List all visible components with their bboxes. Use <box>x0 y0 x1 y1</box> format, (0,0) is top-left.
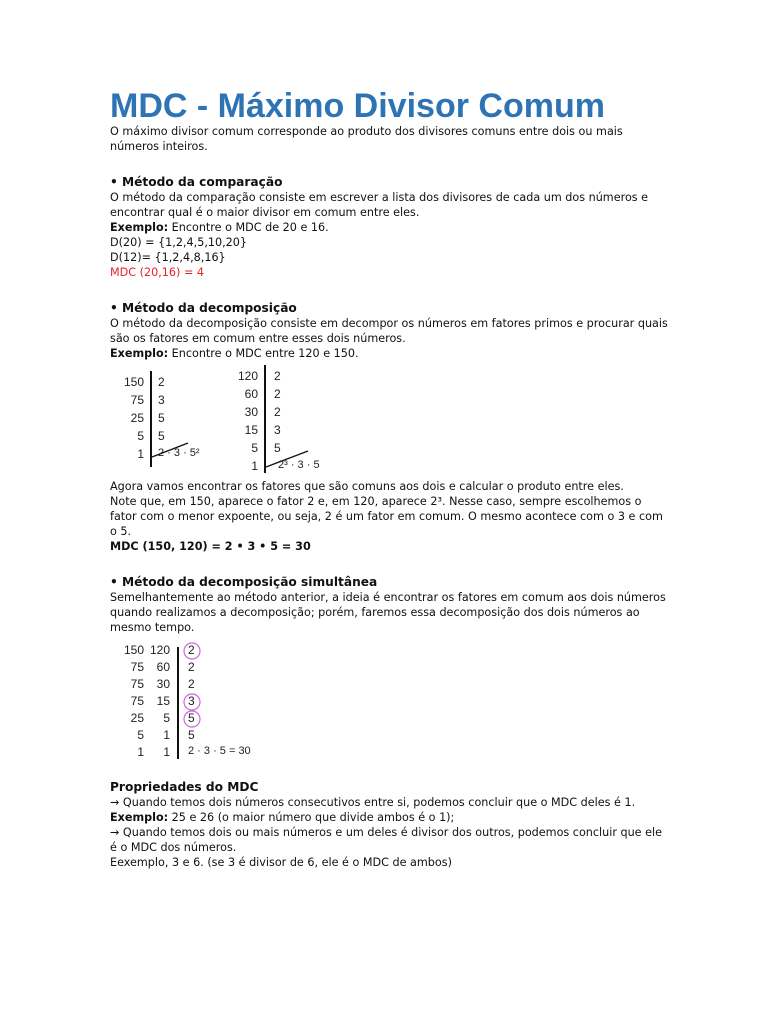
factor: 3 <box>188 694 195 708</box>
comparacao-result: MDC (20,16) = 4 <box>110 266 204 279</box>
col1-number: 75 <box>130 694 144 708</box>
factor: 2 <box>188 677 195 691</box>
t1-factor: 3 <box>158 393 165 407</box>
t2-number: 60 <box>244 387 258 401</box>
col1-number: 150 <box>123 643 144 657</box>
t2-number: 30 <box>244 405 258 419</box>
product: 2 · 3 · 5 = 30 <box>188 745 251 757</box>
example-label: Exemplo: <box>110 347 169 360</box>
t1-number: 5 <box>137 429 144 443</box>
prop-line-2: → Quando temos dois ou mais números e um deles é divisor dos outros, podemos concluir que ele é o MDC dos números. <box>110 826 662 854</box>
factorization-figure <box>110 361 670 479</box>
divisors-12: D(12)= {1,2,4,8,16} <box>110 251 226 264</box>
document-page <box>110 88 670 870</box>
divisors-20: D(20) = {1,2,4,5,10,20} <box>110 236 248 249</box>
simultaneous-factorization-figure <box>110 641 670 765</box>
col1-number: 75 <box>130 677 144 691</box>
intro-post: entre dois ou mais números inteiros. <box>110 125 623 153</box>
heading-propriedades: Propriedades do MDC <box>110 780 259 794</box>
example-text: 25 e 26 (o maior número que divide ambos é o 1); <box>168 811 455 824</box>
col2-number: 120 <box>149 643 170 657</box>
intro-pre: O máximo divisor comum corresponde ao <box>110 125 348 138</box>
t1-factor: 2 <box>158 375 165 389</box>
factor: 2 <box>188 643 195 657</box>
comparacao-example <box>110 220 670 235</box>
example-label: Exemplo: <box>110 811 169 824</box>
example-text: Encontre o MDC de 20 e 16. <box>168 221 329 234</box>
t1-factor: 5 <box>158 429 165 443</box>
factor: 5 <box>188 728 195 742</box>
col1-number: 5 <box>137 728 144 742</box>
t2-number: 15 <box>244 423 258 437</box>
example-label: Exemplo: <box>110 221 169 234</box>
col1-number: 1 <box>137 745 144 759</box>
prop-line-3: Eexemplo, 3 e 6. (se 3 é divisor de 6, ele é o MDC de ambos) <box>110 856 452 869</box>
t1-number: 150 <box>123 375 144 389</box>
example-text: Encontre o MDC entre 120 e 150. <box>168 347 359 360</box>
factor: 5 <box>188 711 195 725</box>
t2-product: 2³ · 3 · 5 <box>278 459 320 471</box>
prop-line-1: → Quando temos dois números consecutivos entre si, podemos concluir que o MDC deles é 1. <box>110 796 636 809</box>
col2-number: 1 <box>163 745 170 759</box>
t1-product: 2 · 3 · 5² <box>158 447 200 459</box>
page-title: MDC - Máximo Divisor Comum <box>110 87 605 125</box>
intro-paragraph <box>110 124 670 154</box>
col1-number: 25 <box>130 711 144 725</box>
decomposicao-text: O método da decomposição consiste em decompor os números em fatores primos e procurar quais são os fatores em comum entre esses dois números. <box>110 317 668 345</box>
t2-factor: 2 <box>274 387 281 401</box>
t2-factor: 3 <box>274 423 281 437</box>
t2-number: 120 <box>237 369 258 383</box>
t2-number: 1 <box>251 459 258 473</box>
heading-simultanea: • Método da decomposição simultânea <box>110 575 378 589</box>
heading-comparacao: • Método da comparação <box>110 175 283 189</box>
comparacao-text: O método da comparação consiste em escrever a lista dos divisores de cada um dos números e encontrar qual é o maior divisor em comum entre eles. <box>110 191 649 219</box>
after-text-1: Agora vamos encontrar os fatores que são comuns aos dois e calcular o produto entre eles. <box>110 480 624 493</box>
t1-number: 75 <box>130 393 144 407</box>
t2-factor: 5 <box>274 441 281 455</box>
factor: 2 <box>188 660 195 674</box>
after-text-2: Note que, em 150, aparece o fator 2 e, em 120, aparece 2³. Nesse caso, sempre escolhemos o fator com o menor expoente, ou seja, 2 é um fator em comum. O mesmo acontece com o 3 e com o 5. <box>110 495 663 538</box>
diagonal-strokes <box>110 361 670 479</box>
t1-number: 1 <box>137 447 144 461</box>
heading-decomposicao: • Método da decomposição <box>110 301 297 315</box>
col1-number: 75 <box>130 660 144 674</box>
prop-example <box>110 810 670 825</box>
t1-number: 25 <box>130 411 144 425</box>
col2-number: 15 <box>156 694 170 708</box>
col2-number: 30 <box>156 677 170 691</box>
t1-factor: 5 <box>158 411 165 425</box>
t2-factor: 2 <box>274 405 281 419</box>
decomposicao-result: MDC (150, 120) = 2 • 3 • 5 = 30 <box>110 540 311 553</box>
simultanea-text: Semelhantemente ao método anterior, a ideia é encontrar os fatores em comum aos dois números quando realizamos a decomposição; porém, faremos essa decomposição dos dois números ao mesmo tempo. <box>110 591 666 634</box>
decomposicao-example <box>110 346 670 361</box>
t2-number: 5 <box>251 441 258 455</box>
t2-factor: 2 <box>274 369 281 383</box>
intro-bold: produto dos divisores comuns <box>347 125 516 138</box>
col2-number: 5 <box>163 711 170 725</box>
col2-number: 60 <box>156 660 170 674</box>
col2-number: 1 <box>163 728 170 742</box>
